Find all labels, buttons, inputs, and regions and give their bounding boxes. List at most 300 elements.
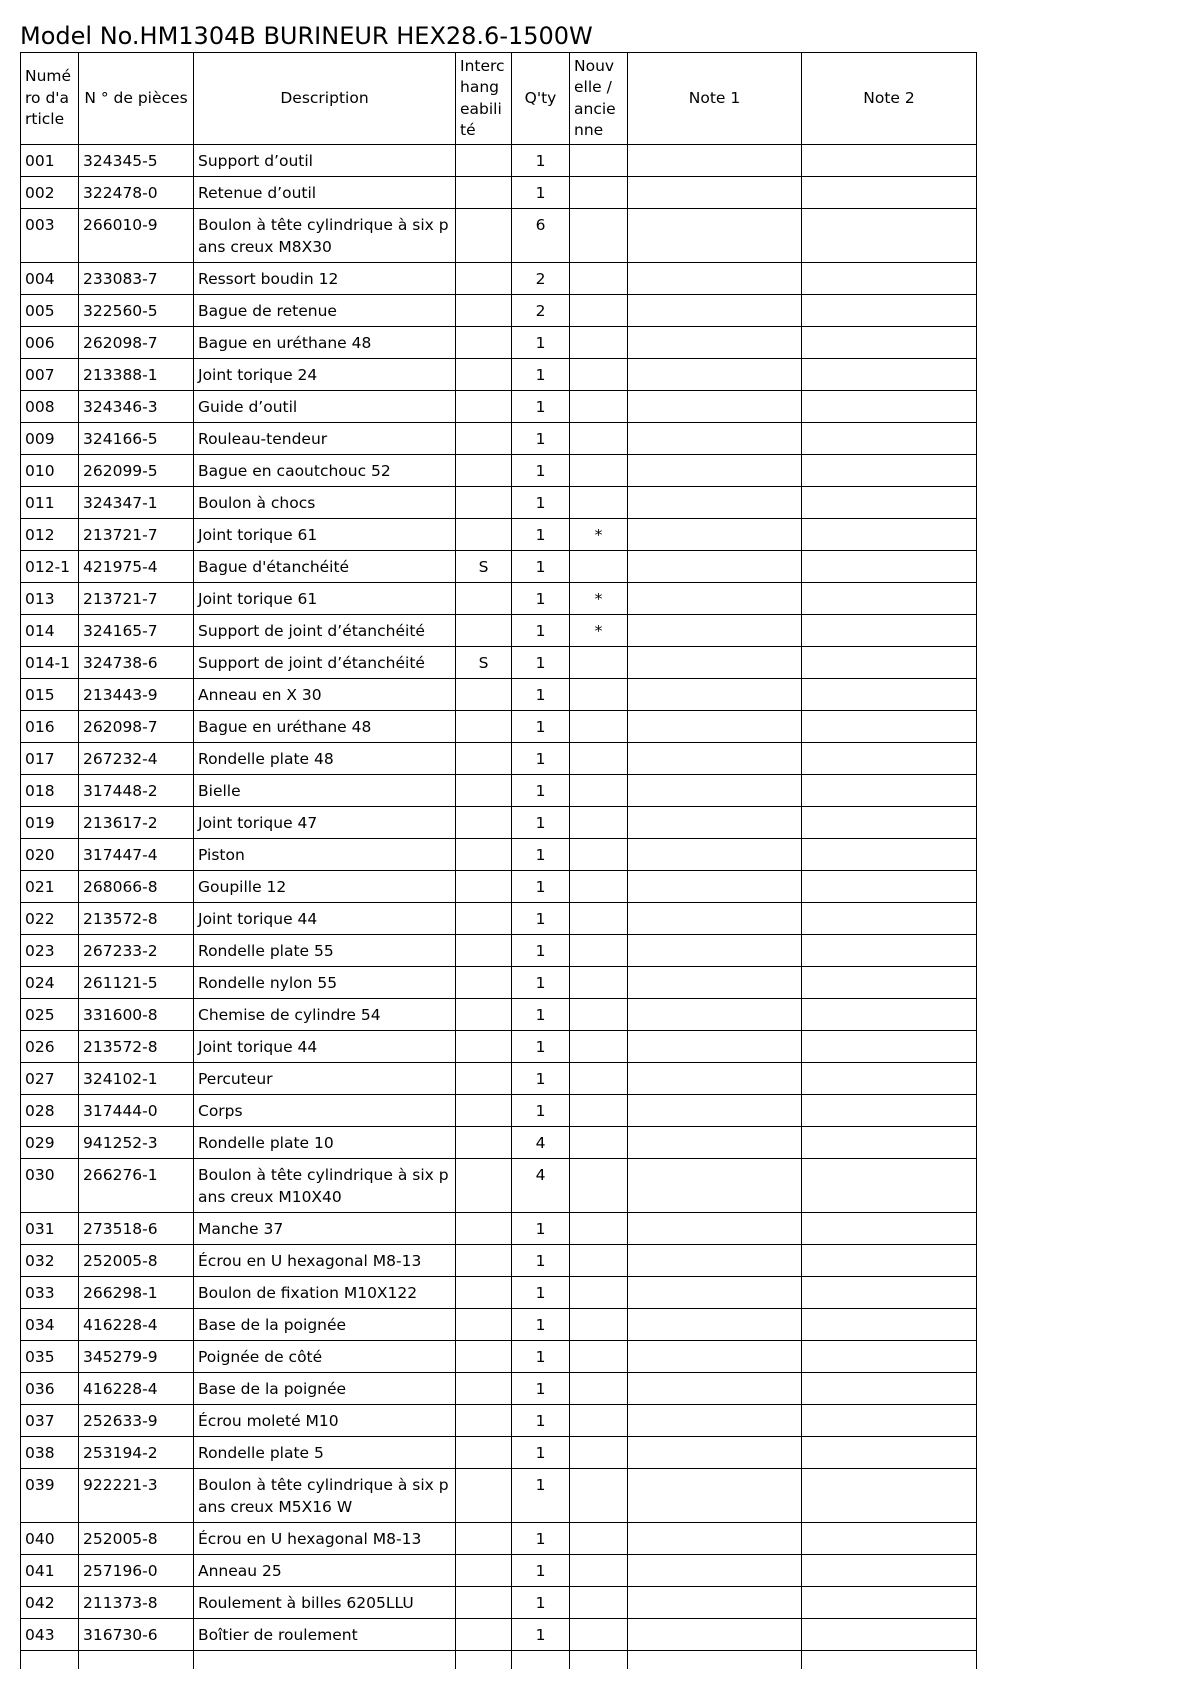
cell-interchangeability (456, 743, 512, 775)
cell-new-old (570, 839, 628, 871)
cell-description: Chemise de cylindre 54 (194, 999, 456, 1031)
cell-note-2 (802, 1277, 977, 1309)
cell-description: Écrou en U hexagonal M8-13 (194, 1245, 456, 1277)
cell-note-2 (802, 423, 977, 455)
cell-note-2 (802, 615, 977, 647)
cell-new-old (570, 209, 628, 263)
table-row (21, 1619, 977, 1651)
cell-item-number: 020 (21, 839, 79, 871)
cell-interchangeability (456, 871, 512, 903)
cell-new-old (570, 743, 628, 775)
cell-quantity: 1 (512, 615, 570, 647)
cell-quantity: 1 (512, 1437, 570, 1469)
table-row (21, 1405, 977, 1437)
cell-part-number: 266276-1 (79, 1159, 194, 1213)
cell-note-2 (802, 1127, 977, 1159)
cell-interchangeability (456, 807, 512, 839)
cell-note-2 (802, 145, 977, 177)
header-quantity: Q'ty (512, 53, 570, 145)
cell-description: Rouleau-tendeur (194, 423, 456, 455)
cell-note-2 (802, 327, 977, 359)
cell-note-2 (802, 839, 977, 871)
cell-part-number: 416228-4 (79, 1373, 194, 1405)
table-row (21, 839, 977, 871)
cell-description: Écrou moleté M10 (194, 1405, 456, 1437)
cell-note-2 (802, 1063, 977, 1095)
cell-part-number: 213388-1 (79, 359, 194, 391)
cell-description: Rondelle plate 55 (194, 935, 456, 967)
cell-part-number: 252005-8 (79, 1523, 194, 1555)
table-row (21, 1095, 977, 1127)
cell-note-2 (802, 1619, 977, 1651)
cell-item-number: 018 (21, 775, 79, 807)
cell-quantity: 4 (512, 1159, 570, 1213)
cell-description: Joint torique 61 (194, 519, 456, 551)
cell-part-number: 262098-7 (79, 327, 194, 359)
table-row (21, 1063, 977, 1095)
cell-note-1 (628, 1277, 802, 1309)
cell-note-2 (802, 1469, 977, 1523)
cell-note-2 (802, 1341, 977, 1373)
cell-item-number: 037 (21, 1405, 79, 1437)
cell-new-old (570, 1469, 628, 1523)
cell-interchangeability (456, 1587, 512, 1619)
cell-new-old: * (570, 615, 628, 647)
cell-description: Manche 37 (194, 1213, 456, 1245)
table-row (21, 903, 977, 935)
cell-new-old (570, 423, 628, 455)
cell-part-number: 324345-5 (79, 145, 194, 177)
cell-quantity: 1 (512, 391, 570, 423)
cell-item-number: 005 (21, 295, 79, 327)
cell-item-number: 033 (21, 1277, 79, 1309)
cell-new-old (570, 1031, 628, 1063)
cell-note-1 (628, 1159, 802, 1213)
header-interchangeability: Interchangeabilité (456, 53, 512, 145)
document-title: Model No.HM1304B BURINEUR HEX28.6-1500W (20, 22, 593, 50)
table-row (21, 775, 977, 807)
cell-note-1 (628, 177, 802, 209)
cell-new-old (570, 1063, 628, 1095)
cell-note-1 (628, 903, 802, 935)
cell-note-2 (802, 967, 977, 999)
cell-item-number: 025 (21, 999, 79, 1031)
cell-description: Guide d’outil (194, 391, 456, 423)
cell-note-2 (802, 177, 977, 209)
cell-description: Joint torique 24 (194, 359, 456, 391)
cell-note-1 (628, 1587, 802, 1619)
cell-quantity: 1 (512, 967, 570, 999)
cell-item-number: 032 (21, 1245, 79, 1277)
cell-note-1 (628, 145, 802, 177)
cell-description: Joint torique 61 (194, 583, 456, 615)
cell-item-number: 011 (21, 487, 79, 519)
cell-part-number: 331600-8 (79, 999, 194, 1031)
cell-continued (802, 1651, 977, 1669)
cell-item-number: 041 (21, 1555, 79, 1587)
cell-part-number: 211373-8 (79, 1587, 194, 1619)
cell-item-number: 006 (21, 327, 79, 359)
cell-description: Rondelle plate 48 (194, 743, 456, 775)
cell-new-old (570, 1277, 628, 1309)
cell-note-2 (802, 519, 977, 551)
cell-item-number: 029 (21, 1127, 79, 1159)
cell-note-2 (802, 1031, 977, 1063)
cell-part-number: 213572-8 (79, 903, 194, 935)
cell-note-1 (628, 487, 802, 519)
cell-part-number: 324165-7 (79, 615, 194, 647)
cell-note-1 (628, 1213, 802, 1245)
cell-quantity: 1 (512, 145, 570, 177)
cell-description: Anneau 25 (194, 1555, 456, 1587)
cell-note-2 (802, 1437, 977, 1469)
cell-interchangeability (456, 935, 512, 967)
cell-quantity: 1 (512, 423, 570, 455)
cell-item-number: 004 (21, 263, 79, 295)
cell-quantity: 1 (512, 1341, 570, 1373)
cell-quantity: 1 (512, 1245, 570, 1277)
cell-new-old (570, 1587, 628, 1619)
cell-quantity: 1 (512, 519, 570, 551)
cell-quantity: 1 (512, 647, 570, 679)
cell-description: Retenue d’outil (194, 177, 456, 209)
cell-quantity: 1 (512, 839, 570, 871)
cell-note-1 (628, 1469, 802, 1523)
table-row (21, 711, 977, 743)
table-row (21, 1373, 977, 1405)
header-new-old: Nouvelle / ancienne (570, 53, 628, 145)
table-row (21, 1587, 977, 1619)
table-row (21, 1341, 977, 1373)
cell-part-number: 252633-9 (79, 1405, 194, 1437)
cell-interchangeability: S (456, 551, 512, 583)
header-description: Description (194, 53, 456, 145)
cell-note-1 (628, 1127, 802, 1159)
cell-item-number: 028 (21, 1095, 79, 1127)
header-item-number: Numéro d'article (21, 53, 79, 145)
cell-quantity: 2 (512, 263, 570, 295)
cell-new-old (570, 1555, 628, 1587)
cell-item-number: 014 (21, 615, 79, 647)
cell-item-number: 007 (21, 359, 79, 391)
cell-note-1 (628, 775, 802, 807)
cell-new-old (570, 1309, 628, 1341)
cell-interchangeability (456, 1469, 512, 1523)
cell-quantity: 1 (512, 551, 570, 583)
cell-item-number: 023 (21, 935, 79, 967)
cell-new-old (570, 903, 628, 935)
cell-quantity: 1 (512, 1031, 570, 1063)
header-part-number: N ° de pièces (79, 53, 194, 145)
table-row (21, 1031, 977, 1063)
table-row (21, 1523, 977, 1555)
cell-note-1 (628, 519, 802, 551)
cell-item-number: 034 (21, 1309, 79, 1341)
cell-note-1 (628, 263, 802, 295)
cell-note-2 (802, 455, 977, 487)
cell-part-number: 345279-9 (79, 1341, 194, 1373)
cell-interchangeability (456, 711, 512, 743)
cell-description: Roulement à billes 6205LLU (194, 1587, 456, 1619)
table-row (21, 145, 977, 177)
cell-description: Rondelle plate 10 (194, 1127, 456, 1159)
cell-part-number: 268066-8 (79, 871, 194, 903)
cell-part-number: 266010-9 (79, 209, 194, 263)
cell-description: Anneau en X 30 (194, 679, 456, 711)
cell-item-number: 022 (21, 903, 79, 935)
table-row (21, 1555, 977, 1587)
cell-quantity: 2 (512, 295, 570, 327)
cell-note-2 (802, 871, 977, 903)
cell-description: Support de joint d’étanchéité (194, 615, 456, 647)
cell-quantity: 1 (512, 679, 570, 711)
cell-note-2 (802, 807, 977, 839)
cell-quantity: 1 (512, 999, 570, 1031)
cell-part-number: 416228-4 (79, 1309, 194, 1341)
cell-note-2 (802, 775, 977, 807)
cell-item-number: 017 (21, 743, 79, 775)
table-row (21, 679, 977, 711)
cell-new-old: * (570, 519, 628, 551)
cell-quantity: 1 (512, 1063, 570, 1095)
cell-interchangeability (456, 1245, 512, 1277)
cell-new-old (570, 647, 628, 679)
cell-note-2 (802, 743, 977, 775)
cell-continued (194, 1651, 456, 1669)
table-row (21, 583, 977, 615)
cell-note-1 (628, 647, 802, 679)
cell-new-old: * (570, 583, 628, 615)
cell-interchangeability: S (456, 647, 512, 679)
cell-continued (628, 1651, 802, 1669)
cell-part-number: 421975-4 (79, 551, 194, 583)
cell-description: Bague en caoutchouc 52 (194, 455, 456, 487)
cell-item-number: 009 (21, 423, 79, 455)
cell-note-1 (628, 1437, 802, 1469)
cell-part-number: 233083-7 (79, 263, 194, 295)
cell-interchangeability (456, 1127, 512, 1159)
cell-note-1 (628, 615, 802, 647)
cell-note-1 (628, 391, 802, 423)
cell-quantity: 1 (512, 1309, 570, 1341)
cell-interchangeability (456, 1277, 512, 1309)
cell-note-1 (628, 1063, 802, 1095)
cell-interchangeability (456, 295, 512, 327)
cell-note-2 (802, 647, 977, 679)
cell-new-old (570, 295, 628, 327)
cell-part-number: 253194-2 (79, 1437, 194, 1469)
cell-new-old (570, 263, 628, 295)
cell-new-old (570, 999, 628, 1031)
cell-interchangeability (456, 903, 512, 935)
cell-part-number: 324738-6 (79, 647, 194, 679)
table-row (21, 487, 977, 519)
cell-note-2 (802, 1159, 977, 1213)
cell-quantity: 1 (512, 1523, 570, 1555)
cell-quantity: 1 (512, 359, 570, 391)
table-row (21, 871, 977, 903)
cell-item-number: 030 (21, 1159, 79, 1213)
table-row (21, 1245, 977, 1277)
cell-note-1 (628, 807, 802, 839)
cell-new-old (570, 807, 628, 839)
cell-note-1 (628, 455, 802, 487)
cell-quantity: 1 (512, 487, 570, 519)
cell-interchangeability (456, 1405, 512, 1437)
cell-item-number: 039 (21, 1469, 79, 1523)
table-row (21, 1469, 977, 1523)
cell-description: Joint torique 47 (194, 807, 456, 839)
cell-new-old (570, 551, 628, 583)
table-row (21, 1309, 977, 1341)
cell-part-number: 317447-4 (79, 839, 194, 871)
cell-interchangeability (456, 1031, 512, 1063)
cell-note-2 (802, 295, 977, 327)
cell-description: Piston (194, 839, 456, 871)
cell-note-2 (802, 1373, 977, 1405)
cell-interchangeability (456, 1309, 512, 1341)
cell-item-number: 027 (21, 1063, 79, 1095)
cell-note-1 (628, 583, 802, 615)
cell-note-1 (628, 423, 802, 455)
cell-part-number: 262099-5 (79, 455, 194, 487)
cell-new-old (570, 487, 628, 519)
cell-description: Boîtier de roulement (194, 1619, 456, 1651)
cell-note-2 (802, 903, 977, 935)
cell-new-old (570, 1159, 628, 1213)
cell-note-1 (628, 327, 802, 359)
cell-interchangeability (456, 391, 512, 423)
parts-table (20, 52, 977, 1669)
cell-note-2 (802, 1587, 977, 1619)
cell-part-number: 324347-1 (79, 487, 194, 519)
cell-note-1 (628, 1405, 802, 1437)
cell-interchangeability (456, 1095, 512, 1127)
cell-new-old (570, 1245, 628, 1277)
cell-quantity: 1 (512, 1619, 570, 1651)
cell-item-number: 012-1 (21, 551, 79, 583)
cell-description: Boulon à tête cylindrique à six pans creux M10X40 (194, 1159, 456, 1213)
cell-quantity: 1 (512, 807, 570, 839)
cell-interchangeability (456, 775, 512, 807)
table-row (21, 359, 977, 391)
cell-note-2 (802, 711, 977, 743)
cell-note-2 (802, 1213, 977, 1245)
cell-note-1 (628, 1555, 802, 1587)
cell-description: Corps (194, 1095, 456, 1127)
table-row (21, 551, 977, 583)
cell-new-old (570, 359, 628, 391)
cell-part-number: 273518-6 (79, 1213, 194, 1245)
cell-interchangeability (456, 839, 512, 871)
cell-part-number: 252005-8 (79, 1245, 194, 1277)
header-note-1: Note 1 (628, 53, 802, 145)
cell-item-number: 035 (21, 1341, 79, 1373)
cell-description: Base de la poignée (194, 1373, 456, 1405)
parts-table-body (21, 145, 977, 1669)
table-row (21, 295, 977, 327)
cell-quantity: 6 (512, 209, 570, 263)
cell-item-number: 001 (21, 145, 79, 177)
cell-quantity: 1 (512, 743, 570, 775)
cell-description: Support de joint d’étanchéité (194, 647, 456, 679)
cell-item-number: 031 (21, 1213, 79, 1245)
cell-interchangeability (456, 145, 512, 177)
cell-note-2 (802, 263, 977, 295)
cell-quantity: 1 (512, 177, 570, 209)
cell-note-2 (802, 487, 977, 519)
cell-part-number: 257196-0 (79, 1555, 194, 1587)
cell-note-1 (628, 1619, 802, 1651)
cell-interchangeability (456, 1523, 512, 1555)
cell-new-old (570, 1619, 628, 1651)
table-row (21, 807, 977, 839)
cell-continued (21, 1651, 79, 1669)
table-row (21, 967, 977, 999)
cell-new-old (570, 1127, 628, 1159)
cell-note-1 (628, 209, 802, 263)
cell-interchangeability (456, 967, 512, 999)
cell-note-1 (628, 871, 802, 903)
table-row (21, 519, 977, 551)
cell-part-number: 267233-2 (79, 935, 194, 967)
cell-note-2 (802, 391, 977, 423)
cell-item-number: 038 (21, 1437, 79, 1469)
cell-continued (456, 1651, 512, 1669)
cell-description: Base de la poignée (194, 1309, 456, 1341)
cell-interchangeability (456, 1437, 512, 1469)
cell-part-number: 213443-9 (79, 679, 194, 711)
cell-new-old (570, 145, 628, 177)
cell-interchangeability (456, 999, 512, 1031)
cell-item-number: 040 (21, 1523, 79, 1555)
cell-interchangeability (456, 519, 512, 551)
cell-note-1 (628, 999, 802, 1031)
cell-quantity: 1 (512, 1587, 570, 1619)
cell-interchangeability (456, 359, 512, 391)
cell-quantity: 1 (512, 1373, 570, 1405)
cell-interchangeability (456, 1555, 512, 1587)
cell-note-2 (802, 209, 977, 263)
cell-interchangeability (456, 423, 512, 455)
table-row-continued (21, 1651, 977, 1669)
table-row (21, 1127, 977, 1159)
cell-interchangeability (456, 263, 512, 295)
cell-part-number: 317444-0 (79, 1095, 194, 1127)
table-row (21, 935, 977, 967)
cell-interchangeability (456, 583, 512, 615)
cell-description: Boulon à tête cylindrique à six pans creux M8X30 (194, 209, 456, 263)
cell-interchangeability (456, 1159, 512, 1213)
table-row (21, 999, 977, 1031)
cell-interchangeability (456, 1213, 512, 1245)
cell-note-2 (802, 359, 977, 391)
cell-description: Rondelle plate 5 (194, 1437, 456, 1469)
cell-new-old (570, 871, 628, 903)
cell-item-number: 042 (21, 1587, 79, 1619)
cell-note-1 (628, 1245, 802, 1277)
cell-item-number: 036 (21, 1373, 79, 1405)
cell-part-number: 322478-0 (79, 177, 194, 209)
cell-quantity: 1 (512, 1213, 570, 1245)
cell-note-1 (628, 1095, 802, 1127)
cell-new-old (570, 1213, 628, 1245)
cell-quantity: 1 (512, 871, 570, 903)
cell-note-1 (628, 839, 802, 871)
cell-quantity: 1 (512, 1405, 570, 1437)
table-row (21, 391, 977, 423)
cell-note-1 (628, 295, 802, 327)
